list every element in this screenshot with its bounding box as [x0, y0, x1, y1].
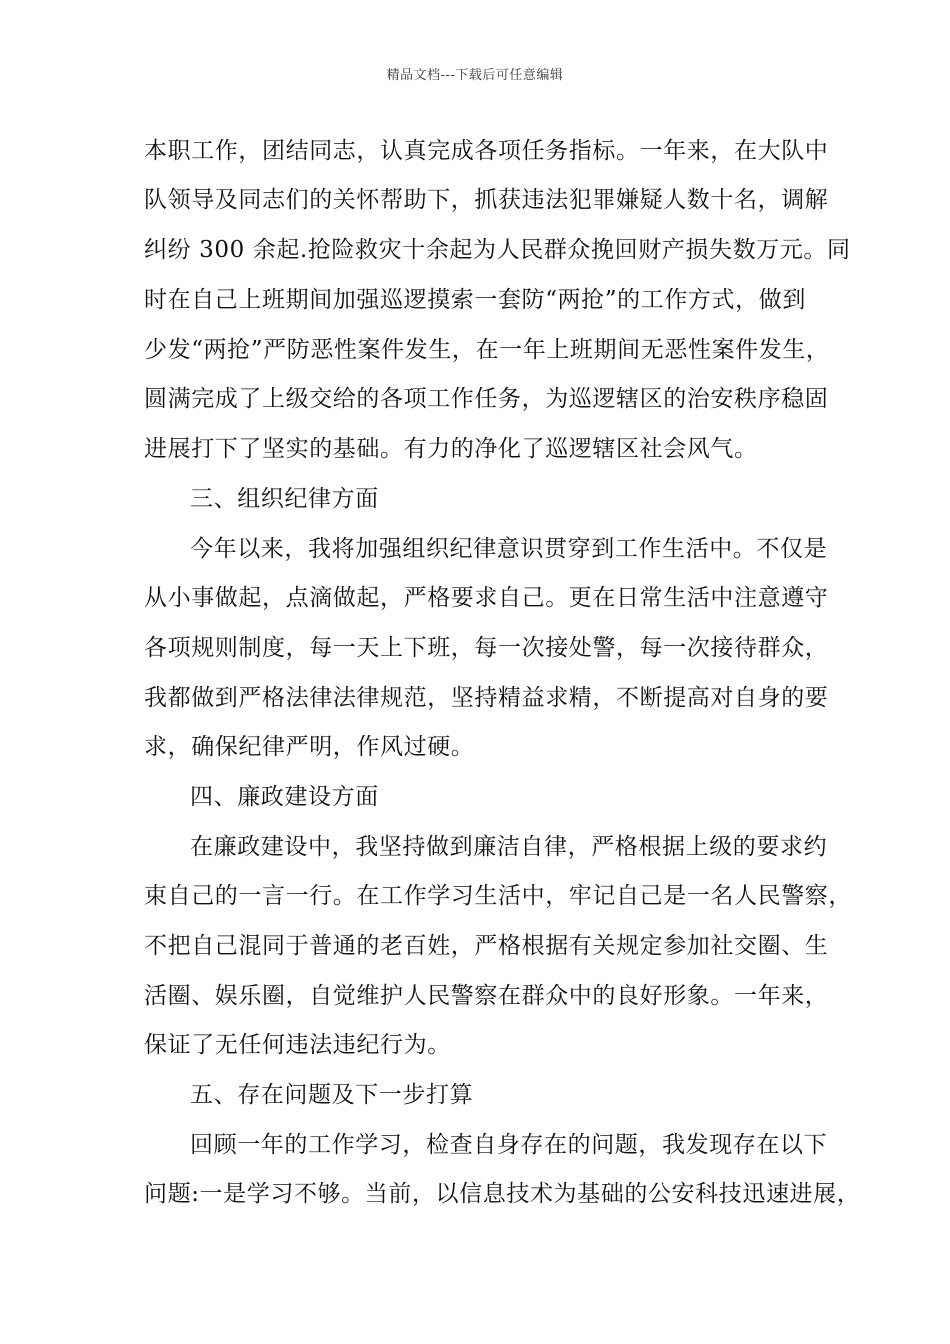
- body-line: 进展打下了坚实的基础。有力的净化了巡逻辖区社会风气。: [144, 436, 758, 462]
- body-line: 各项规则制度，每一天上下班，每一次接处警，每一次接待群众，: [144, 635, 829, 661]
- body-line: 纠纷 300 余起.抢险救灾十余起为人民群众挽回财产损失数万元。同: [144, 237, 851, 263]
- body-line: 活圈、娱乐圈，自觉维护人民警察在群众中的良好形象。一年来，: [144, 983, 829, 1009]
- body-line: 保证了无任何违法违纪行为。: [144, 1032, 451, 1058]
- body-line: 束自己的一言一行。在工作学习生活中，牢记自己是一名人民警察，: [144, 883, 852, 909]
- page-header: 精品文档---下载后可任意编辑: [386, 68, 564, 83]
- body-line: 今年以来，我将加强组织纪律意识贯穿到工作生活中。不仅是: [190, 536, 828, 562]
- body-line: 问题:一是学习不够。当前，以信息技术为基础的公安科技迅速进展，: [144, 1181, 861, 1207]
- body-line: 本职工作，团结同志，认真完成各项任务指标。一年来，在大队中: [144, 138, 829, 164]
- body-line: 圆满完成了上级交给的各项工作任务，为巡逻辖区的治安秩序稳固: [144, 386, 829, 412]
- body-line: 不把自己混同于普通的老百姓，严格根据有关规定参加社交圈、生: [144, 933, 829, 959]
- section-heading: 四、廉政建设方面: [190, 784, 379, 810]
- body-line: 求，确保纪律严明，作风过硬。: [144, 734, 475, 760]
- body-line: 我都做到严格法律法律规范，坚持精益求精，不断提高对自身的要: [144, 685, 829, 711]
- body-line: 队领导及同志们的关怀帮助下，抓获违法犯罪嫌疑人数十名，调解: [144, 187, 829, 213]
- body-line: 少发“两抢”严防恶性案件发生，在一年上班期间无恶性案件发生，: [144, 337, 830, 363]
- section-heading: 三、组织纪律方面: [190, 486, 379, 512]
- section-heading: 五、存在问题及下一步打算: [190, 1082, 474, 1108]
- body-line: 时在自己上班期间加强巡逻摸索一套防“两抢”的工作方式，做到: [144, 287, 806, 313]
- body-line: 从小事做起，点滴做起，严格要求自己。更在日常生活中注意遵守: [144, 585, 829, 611]
- body-line: 回顾一年的工作学习，检查自身存在的问题，我发现存在以下: [190, 1132, 828, 1158]
- body-line: 在廉政建设中，我坚持做到廉洁自律，严格根据上级的要求约: [190, 834, 828, 860]
